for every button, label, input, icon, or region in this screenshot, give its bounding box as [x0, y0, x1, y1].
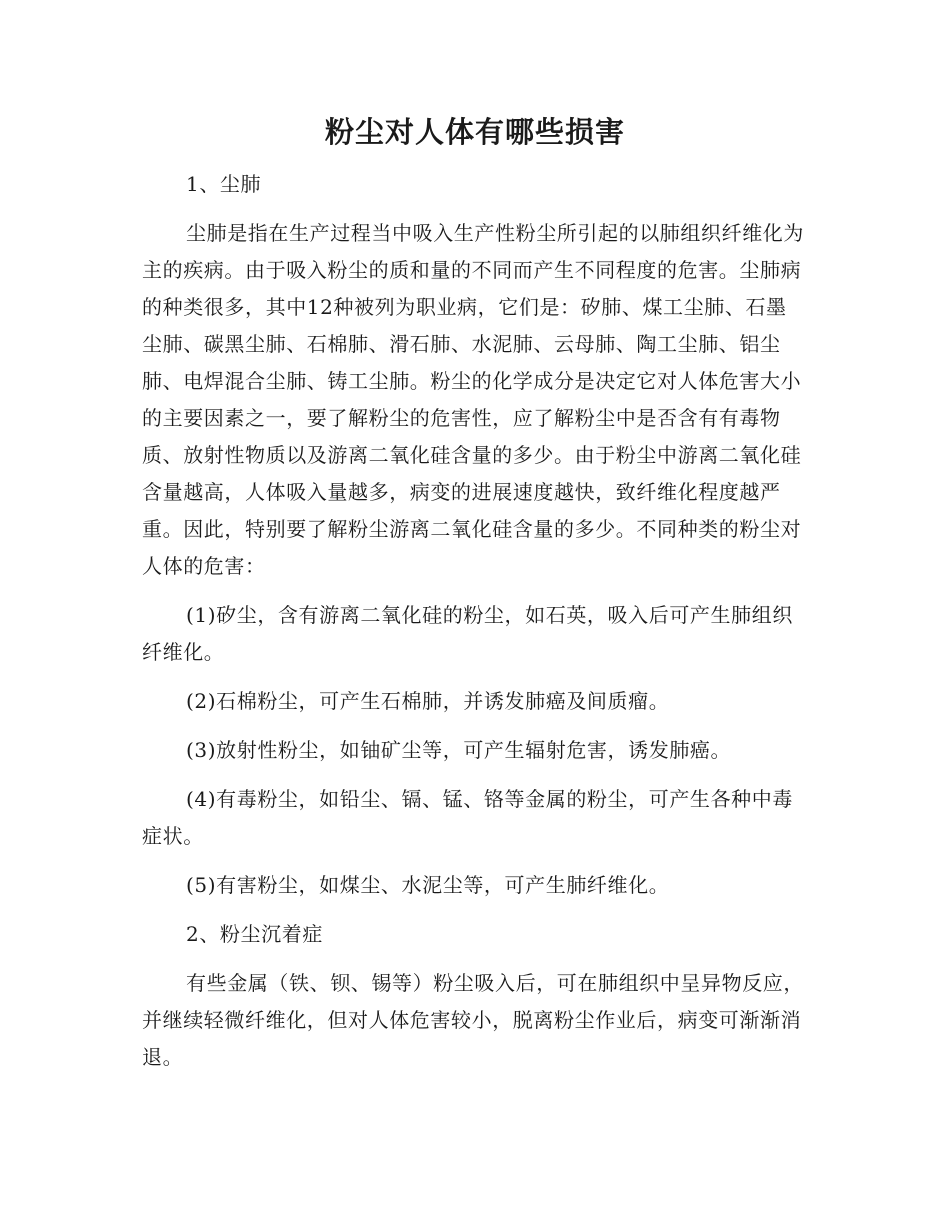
list-item-radioactive-dust: (3)放射性粉尘，如铀矿尘等，可产生辐射危害，诱发肺癌。	[186, 738, 732, 762]
section-heading-dust-deposition: 2、粉尘沉着症	[186, 922, 323, 946]
paragraph-pneumoconiosis-definition: 尘肺是指在生产过程当中吸入生产性粉尘所引起的以肺组织纤维化为主的疾病。由于吸入粉尘的质和量的不同而产生不同程度的危害。尘肺病的种类很多，其中12种被列为职业病，它们是：矽肺、煤工尘肺、石墨尘肺、碳黑尘肺、石棉肺、滑石肺、水泥肺、云母肺、陶工尘肺、铝尘肺、电焊混合尘肺、铸工尘肺。粉尘的化学成分是决定它对人体危害大小的主要因素之一，要了解粉尘的危害性，应了解粉尘中是否含有有毒物质、放射性物质以及游离二氧化硅含量的多少。由于粉尘中游离二氧化硅含量越高，人体吸入量越多，病变的进展速度越快，致纤维化程度越严重。因此，特别要了解粉尘游离二氧化硅含量的多少。不同种类的粉尘对人体的危害：	[142, 221, 804, 578]
list-item-silica-dust: (1)矽尘，含有游离二氧化硅的粉尘，如石英，吸入后可产生肺组织纤维化。	[142, 603, 793, 664]
section-heading-pneumoconiosis: 1、尘肺	[186, 172, 262, 196]
document-title: 粉尘对人体有哪些损害	[324, 115, 625, 149]
list-item-toxic-dust: (4)有毒粉尘，如铅尘、镉、锰、铬等金属的粉尘，可产生各种中毒症状。	[142, 787, 793, 848]
document-body	[142, 166, 806, 1088]
list-item-asbestos-dust: (2)石棉粉尘，可产生石棉肺，并诱发肺癌及间质瘤。	[186, 689, 670, 713]
paragraph-dust-deposition: 有些金属（铁、钡、锡等）粉尘吸入后，可在肺组织中呈异物反应，并继续轻微纤维化，但对人体危害较小，脱离粉尘作业后，病变可渐渐消退。	[142, 971, 804, 1069]
list-item-harmful-dust: (5)有害粉尘，如煤尘、水泥尘等，可产生肺纤维化。	[186, 873, 670, 897]
